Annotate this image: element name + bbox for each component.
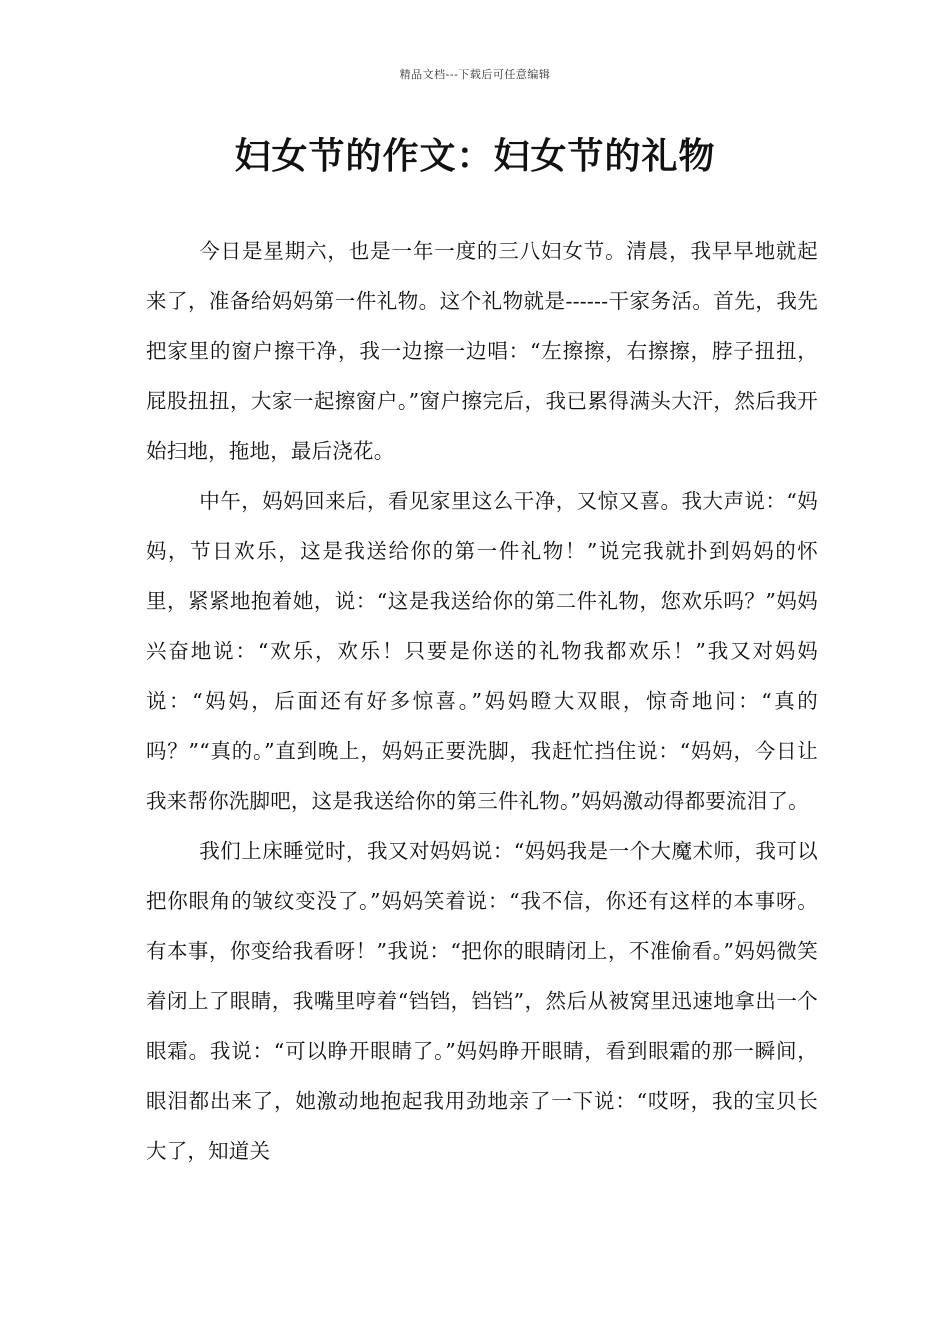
paragraph-2: 中午，妈妈回来后，看见家里这么干净，又惊又喜。我大声说：“妈妈，节日欢乐，这是我送给你的第一件礼物！”说完我就扑到妈妈的怀里，紧紧地抱着她，说：“这是我送给你的第二件礼物，您欢乐吗？”妈妈兴奋地说：“欢乐，欢乐！只要是你送的礼物我都欢乐！”我又对妈妈说：“妈妈，后面还有好多惊喜。”妈妈瞪大双眼，惊奇地问：“真的吗？”“真的。”直到晚上，妈妈正要洗脚，我赶忙挡住说：“妈妈，今日让我来帮你洗脚吧，这是我送给你的第三件礼物。”妈妈激动得都要流泪了。: [146, 489, 818, 813]
document-body: [146, 226, 818, 1176]
header-note: 精品文档---下载后可任意编辑: [399, 68, 551, 81]
document-title: 妇女节的作文：妇女节的礼物: [234, 136, 716, 177]
paragraph-1: 今日是星期六，也是一年一度的三八妇女节。清晨，我早早地就起来了，准备给妈妈第一件礼物。这个礼物就是------干家务活。首先，我先把家里的窗户擦干净，我一边擦一边唱：“左擦擦，右擦擦，脖子扭扭，屁股扭扭，大家一起擦窗户。”窗户擦完后，我已累得满头大汗，然后我开始扫地，拖地，最后浇花。: [146, 239, 818, 463]
paragraph-3: 我们上床睡觉时，我又对妈妈说：“妈妈我是一个大魔术师，我可以把你眼角的皱纹变没了。”妈妈笑着说：“我不信，你还有这样的本事呀。有本事，你变给我看呀！”我说：“把你的眼睛闭上，不准偷看。”妈妈微笑着闭上了眼睛，我嘴里哼着“铛铛，铛铛”，然后从被窝里迅速地拿出一个眼霜。我说：“可以睁开眼睛了。”妈妈睁开眼睛，看到眼霜的那一瞬间，眼泪都出来了，她激动地抱起我用劲地亲了一下说：“哎呀，我的宝贝长大了，知道关: [146, 839, 818, 1163]
